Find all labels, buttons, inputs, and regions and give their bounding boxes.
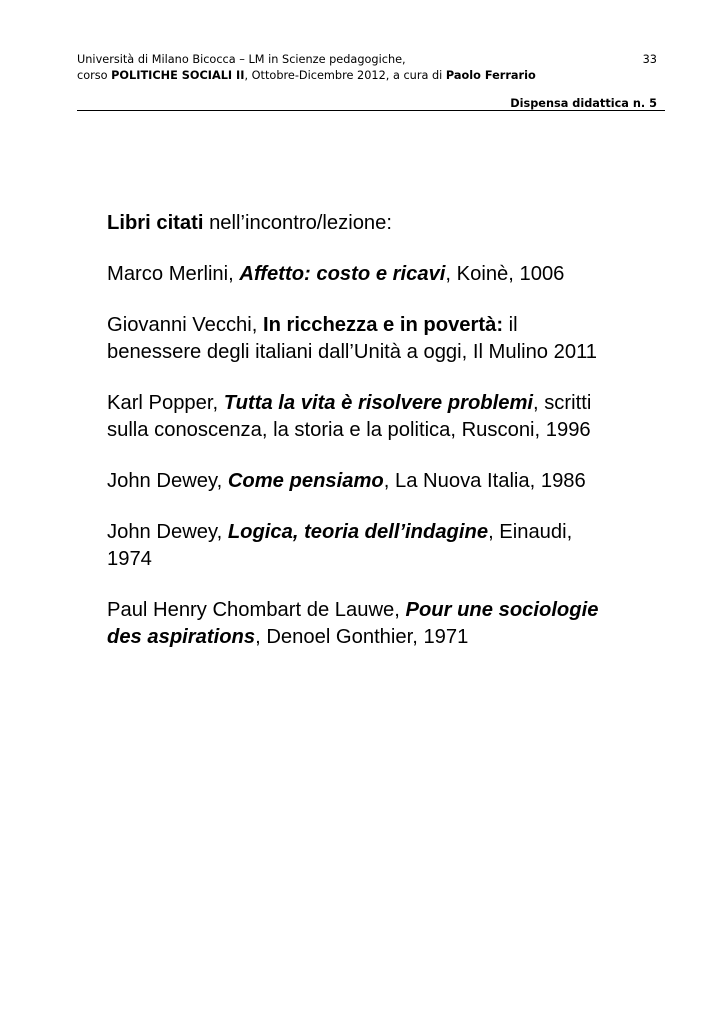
book-entry [107,390,607,444]
book-details: il benessere degli italiani dall’Unità a oggi, Il Mulino 2011 [107,314,598,363]
book-author: Marco Merlini, [107,263,240,285]
course-name: POLITICHE SOCIALI II [111,69,245,82]
book-entry [107,519,607,573]
book-author: John Dewey, [107,470,228,492]
book-title: Pour une sociologie des aspirations [107,599,599,648]
book-title: Affetto: costo e ricavi [239,263,446,285]
course-author: Paolo Ferrario [445,69,536,82]
book-details: , Koinè, 1006 [445,263,565,285]
book-list [107,210,607,675]
page-header [77,52,657,110]
page-number: 33 [642,53,657,66]
header-university-line: Università di Milano Bicocca – LM in Scienze pedagogiche, [77,53,406,66]
book-title: Logica, teoria dell’indagine [227,521,489,543]
book-author: Paul Henry Chombart de Lauwe, [107,599,406,621]
book-details: , La Nuova Italia, 1986 [383,470,586,492]
book-author: Karl Popper, [107,392,224,414]
dispensa-label: Dispensa didattica n. 5 [510,97,657,110]
book-title: Come pensiamo [227,470,384,492]
intro-bold: Libri citati [107,212,204,234]
book-details: , Einaudi, 1974 [107,521,573,570]
book-entry [107,468,607,495]
book-entry [107,312,607,366]
book-title: In ricchezza e in povertà: [262,314,504,336]
header-divider [77,110,665,111]
book-details: , Denoel Gonthier, 1971 [255,626,469,648]
book-title: Tutta la vita è risolvere problemi [223,392,533,414]
intro-paragraph [107,210,607,237]
book-author: John Dewey, [107,521,228,543]
book-entry [107,597,607,651]
course-prefix: corso [77,69,112,82]
header-course-line [77,68,657,84]
book-entry [107,261,607,288]
book-details: , scritti sulla conoscenza, la storia e la politica, Rusconi, 1996 [107,392,592,441]
intro-rest: nell’incontro/lezione: [203,212,392,234]
course-dates: , Ottobre-Dicembre 2012, a cura di [244,69,446,82]
book-author: Giovanni Vecchi, [107,314,263,336]
